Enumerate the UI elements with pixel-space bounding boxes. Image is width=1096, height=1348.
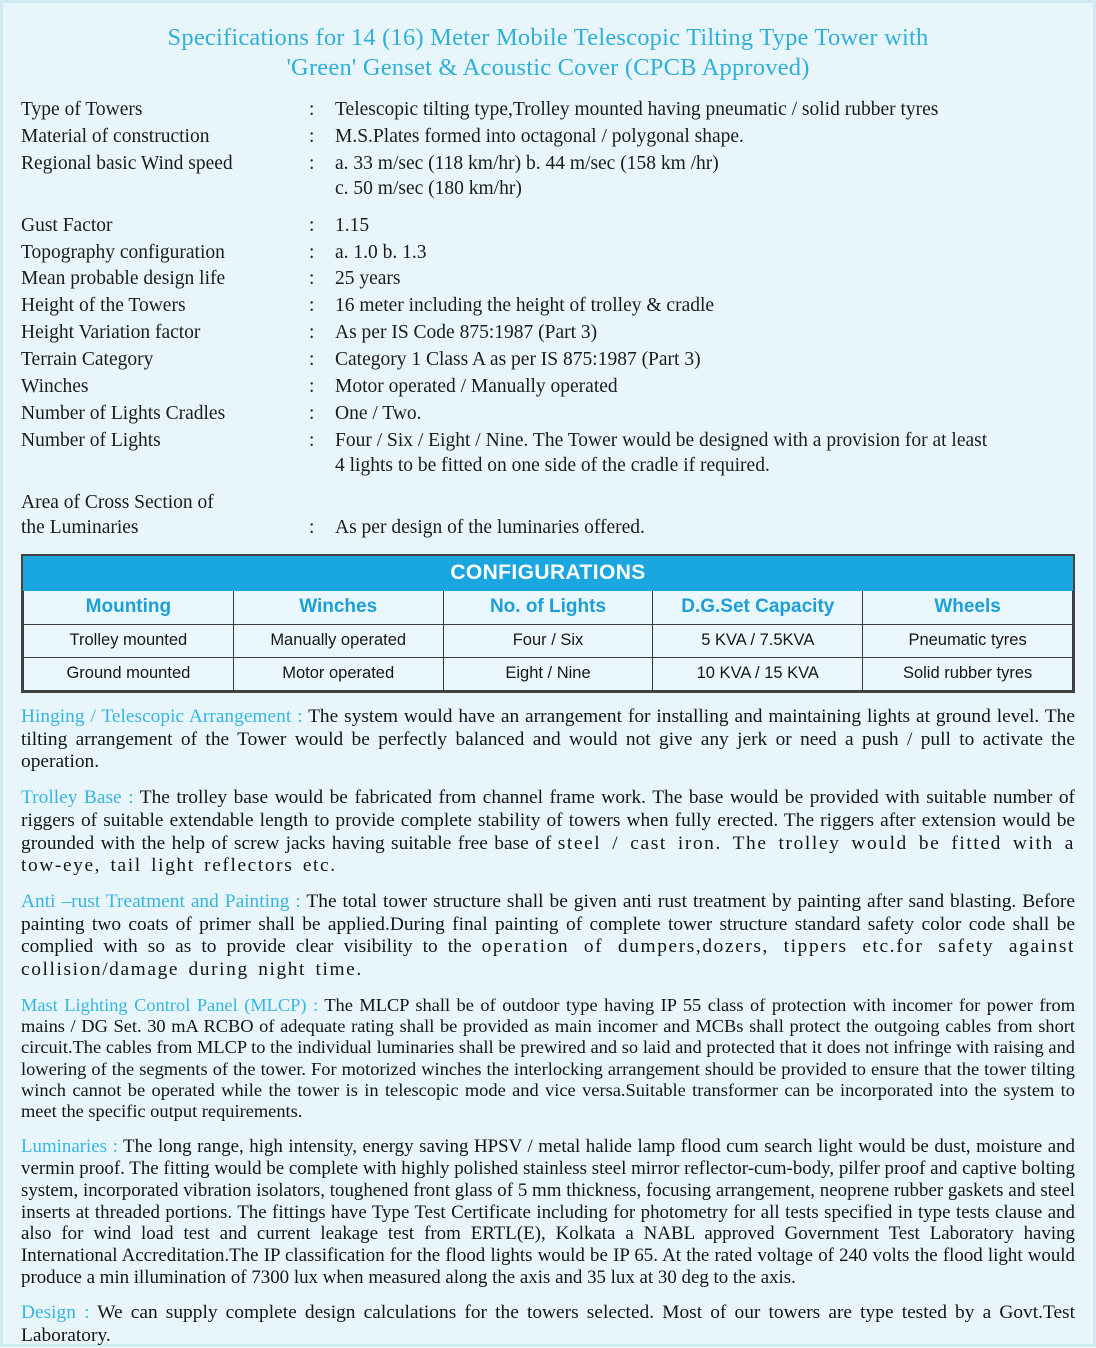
- page-title-line-1: Specifications for 14 (16) Meter Mobile Telescopic Tilting Type Tower with: [167, 24, 929, 51]
- spec-colon: :: [309, 214, 315, 236]
- section-body: The trolley base would be fabricated from channel frame work. The base would be provided with suitable number of riggers of suitable extendable length to provide complete stability of towers when fully erected. The riggers after extension would be grounded with the help of screw jacks having suitable free base of: [21, 787, 1075, 854]
- specifications-list: [21, 97, 1075, 542]
- table-row: [24, 625, 1073, 658]
- spec-colon: :: [309, 349, 315, 371]
- page-title: [21, 23, 1075, 83]
- cell-wheels: Pneumatic tyres: [863, 625, 1073, 658]
- spec-value-line-1: a. 33 m/sec (118 km/hr) b. 44 m/sec (158 km /hr): [335, 152, 719, 174]
- cell-dg-set-capacity: 10 KVA / 15 KVA: [653, 658, 863, 691]
- spec-row: [21, 97, 1075, 124]
- spec-value: Category 1 Class A as per IS 875:1987 (Part 3): [335, 349, 701, 371]
- section-heading: Trolley Base: [21, 787, 122, 809]
- spec-label: Mean probable design life: [21, 268, 226, 290]
- cell-wheels: Solid rubber tyres: [863, 658, 1073, 691]
- section-body: The total tower structure shall be given anti rust treatment by painting after sand blasting. Before painting two coats of primer shall be applied.During final painting of complete tower structure standard safety color code shall be complied with so as to provide clear visibility to the: [21, 890, 1075, 958]
- spec-colon: :: [309, 268, 315, 290]
- spec-row: [21, 428, 1075, 480]
- section-separator: :: [306, 994, 325, 1015]
- spec-colon-text: :: [309, 517, 315, 539]
- spec-value: M.S.Plates formed into octagonal / polygonal shape.: [335, 125, 744, 147]
- section-body: The long range, high intensity, energy saving HPSV / metal halide lamp flood cum search light would be dust, moisture and vermin proof. The fitting would be complete with highly polished stainless steel mirror reflector-cum-body, pilfer proof and captive bolting system, incorporated vibration isolators, toughened front glass of 5 mm thickness, focusing arrangement, neoprene rubber gaskets and steel inserts at threaded portions. The fittings have Type Test Certificate including for photometry for all tests specified in type tests clause and also for wind load test and current leakage test from ERTL(E), Kolkata a NABL approved Government Test Laboratory having International Accreditation.The IP classification for the flood lights would be IP 65. At the rated voltage of 240 volts the flood light would produce a min illumination of 7300 lux when measured along the axis and 35 lux at 30 deg to the axis.: [21, 1135, 1076, 1289]
- spec-row: [21, 401, 1075, 428]
- spec-value-text: As per design of the luminaries offered.: [335, 517, 645, 539]
- spec-colon: :: [309, 295, 315, 317]
- column-header-winches: Winches: [233, 591, 443, 625]
- spec-spacer: [21, 480, 1075, 490]
- section-heading: Anti –rust Treatment and Painting: [21, 890, 290, 912]
- spec-label: Regional basic Wind speed: [21, 152, 233, 174]
- section-anti-rust-treatment-and-painting: [21, 891, 1075, 982]
- section-body-justified-line: operation of dumpers,dozers, tippers etc.for safety against collision/damage during night time.: [21, 936, 1075, 981]
- table-row: [24, 658, 1073, 691]
- spec-label: Height of the Towers: [21, 295, 186, 317]
- column-header-wheels: Wheels: [863, 591, 1073, 625]
- spec-row: [21, 266, 1075, 293]
- spec-value: 16 meter including the height of trolley & cradle: [335, 295, 715, 317]
- spec-label: [21, 490, 309, 542]
- spec-value: 1.15: [335, 214, 370, 236]
- section-heading: Hinging / Telescopic Arrangement: [21, 706, 292, 727]
- section-separator: :: [107, 1135, 124, 1157]
- column-header-dg-set-capacity: D.G.Set Capacity: [653, 591, 863, 625]
- spec-row-area-cross-section: [21, 490, 1075, 542]
- configurations-title-row: [24, 557, 1073, 591]
- spec-label: Number of Lights: [21, 430, 161, 452]
- spec-value: One / Two.: [335, 403, 422, 425]
- spec-colon: :: [309, 322, 315, 344]
- section-separator: :: [289, 890, 307, 912]
- section-trolley-base: [21, 787, 1075, 878]
- spec-row: [21, 320, 1075, 347]
- spec-label: Gust Factor: [21, 214, 113, 236]
- spec-spacer: [21, 203, 1075, 213]
- spec-value-line-1: Four / Six / Eight / Nine. The Tower would be designed with a provision for at least: [335, 430, 988, 452]
- section-separator: :: [291, 706, 309, 727]
- cell-mounting: Ground mounted: [24, 658, 234, 691]
- spec-row: [21, 293, 1075, 320]
- spec-colon: :: [309, 430, 315, 452]
- spec-value-line-2: c. 50 m/sec (180 km/hr): [335, 177, 522, 199]
- section-hinging-telescopic-arrangement: [21, 706, 1075, 774]
- section-heading: Design: [21, 1302, 76, 1324]
- section-luminaries: [21, 1136, 1075, 1289]
- spec-row: [21, 347, 1075, 374]
- spec-colon: :: [309, 152, 315, 174]
- spec-label: Height Variation factor: [21, 322, 201, 344]
- spec-value: As per IS Code 875:1987 (Part 3): [335, 322, 598, 344]
- column-header-no-of-lights: No. of Lights: [443, 591, 653, 625]
- spec-colon: :: [309, 403, 315, 425]
- spec-colon: :: [309, 376, 315, 398]
- cell-mounting: Trolley mounted: [24, 625, 234, 658]
- spec-row: [21, 151, 1075, 203]
- spec-label-line-2: the Luminaries: [21, 517, 139, 539]
- cell-winches: Motor operated: [233, 658, 443, 691]
- spec-colon: :: [309, 98, 315, 120]
- spec-label: Material of construction: [21, 125, 210, 147]
- section-body: The system would have an arrangement for installing and maintaining lights at ground level. The tilting arrangement of the Tower would be perfectly balanced and would not give any jerk or need a push / pull to activate the operation.: [21, 706, 1075, 773]
- configurations-table: [21, 554, 1075, 693]
- spec-label: Terrain Category: [21, 349, 154, 371]
- section-body: The MLCP shall be of outdoor type having IP 55 class of protection with incomer for power from mains / DG Set. 30 mA RCBO of adequate rating shall be provided as main incomer and MCBs shall protect the outgoing cables from short circuit.The cables from MLCP to the individual luminaries shall be prewired and so laid and protected that it does not infringe with raising and lowering of the segments of the tower. For motorized winches the interlocking arrangement should be provided to ensure that the tower tilting winch cannot be operated while the tower is in telescopic mode and vice versa.Suitable transformer can be incorporated into the system to meet the specific output requirements.: [21, 994, 1075, 1122]
- spec-value: a. 1.0 b. 1.3: [335, 241, 427, 263]
- cell-no-of-lights: Eight / Nine: [443, 658, 653, 691]
- section-design: [21, 1302, 1075, 1347]
- spec-row: [21, 124, 1075, 151]
- spec-row: [21, 213, 1075, 240]
- column-header-mounting: Mounting: [24, 591, 234, 625]
- spec-label: Topography configuration: [21, 241, 225, 263]
- spec-colon: [309, 490, 335, 542]
- spec-value: Telescopic tilting type,Trolley mounted having pneumatic / solid rubber tyres: [335, 98, 939, 120]
- cell-no-of-lights: Four / Six: [443, 625, 653, 658]
- spec-row: [21, 240, 1075, 267]
- cell-winches: Manually operated: [233, 625, 443, 658]
- spec-colon: :: [309, 125, 315, 147]
- section-separator: :: [121, 787, 140, 809]
- spec-value: [335, 151, 1075, 203]
- section-heading: Mast Lighting Control Panel (MLCP): [21, 994, 307, 1015]
- spec-value: [335, 490, 1075, 542]
- spec-label: Type of Towers: [21, 98, 143, 120]
- configurations-title: CONFIGURATIONS: [24, 557, 1073, 591]
- spec-colon: :: [309, 241, 315, 263]
- spec-value-line-2: 4 lights to be fitted on one side of the cradle if required.: [335, 455, 770, 477]
- section-body: We can supply complete design calculations for the towers selected. Most of our towers are type tested by a Govt.Test Laboratory.: [21, 1302, 1075, 1346]
- spec-label: Number of Lights Cradles: [21, 403, 226, 425]
- section-separator: :: [75, 1302, 98, 1324]
- spec-label: Winches: [21, 376, 89, 398]
- section-mast-lighting-control-panel: [21, 995, 1075, 1123]
- spec-value: [335, 428, 1075, 480]
- page-title-line-2: 'Green' Genset & Acoustic Cover (CPCB Approved): [286, 53, 810, 81]
- section-heading: Luminaries: [21, 1135, 108, 1157]
- spec-row: [21, 374, 1075, 401]
- configurations-header-row: [24, 591, 1073, 625]
- spec-label-line-1: Area of Cross Section of: [21, 492, 214, 514]
- spec-value: 25 years: [335, 268, 401, 290]
- section-body-justified-line: steel / cast iron. The trolley would be fitted with a tow-eye, tail light reflectors etc.: [21, 832, 1075, 877]
- cell-dg-set-capacity: 5 KVA / 7.5KVA: [653, 625, 863, 658]
- spec-value: Motor operated / Manually operated: [335, 376, 618, 398]
